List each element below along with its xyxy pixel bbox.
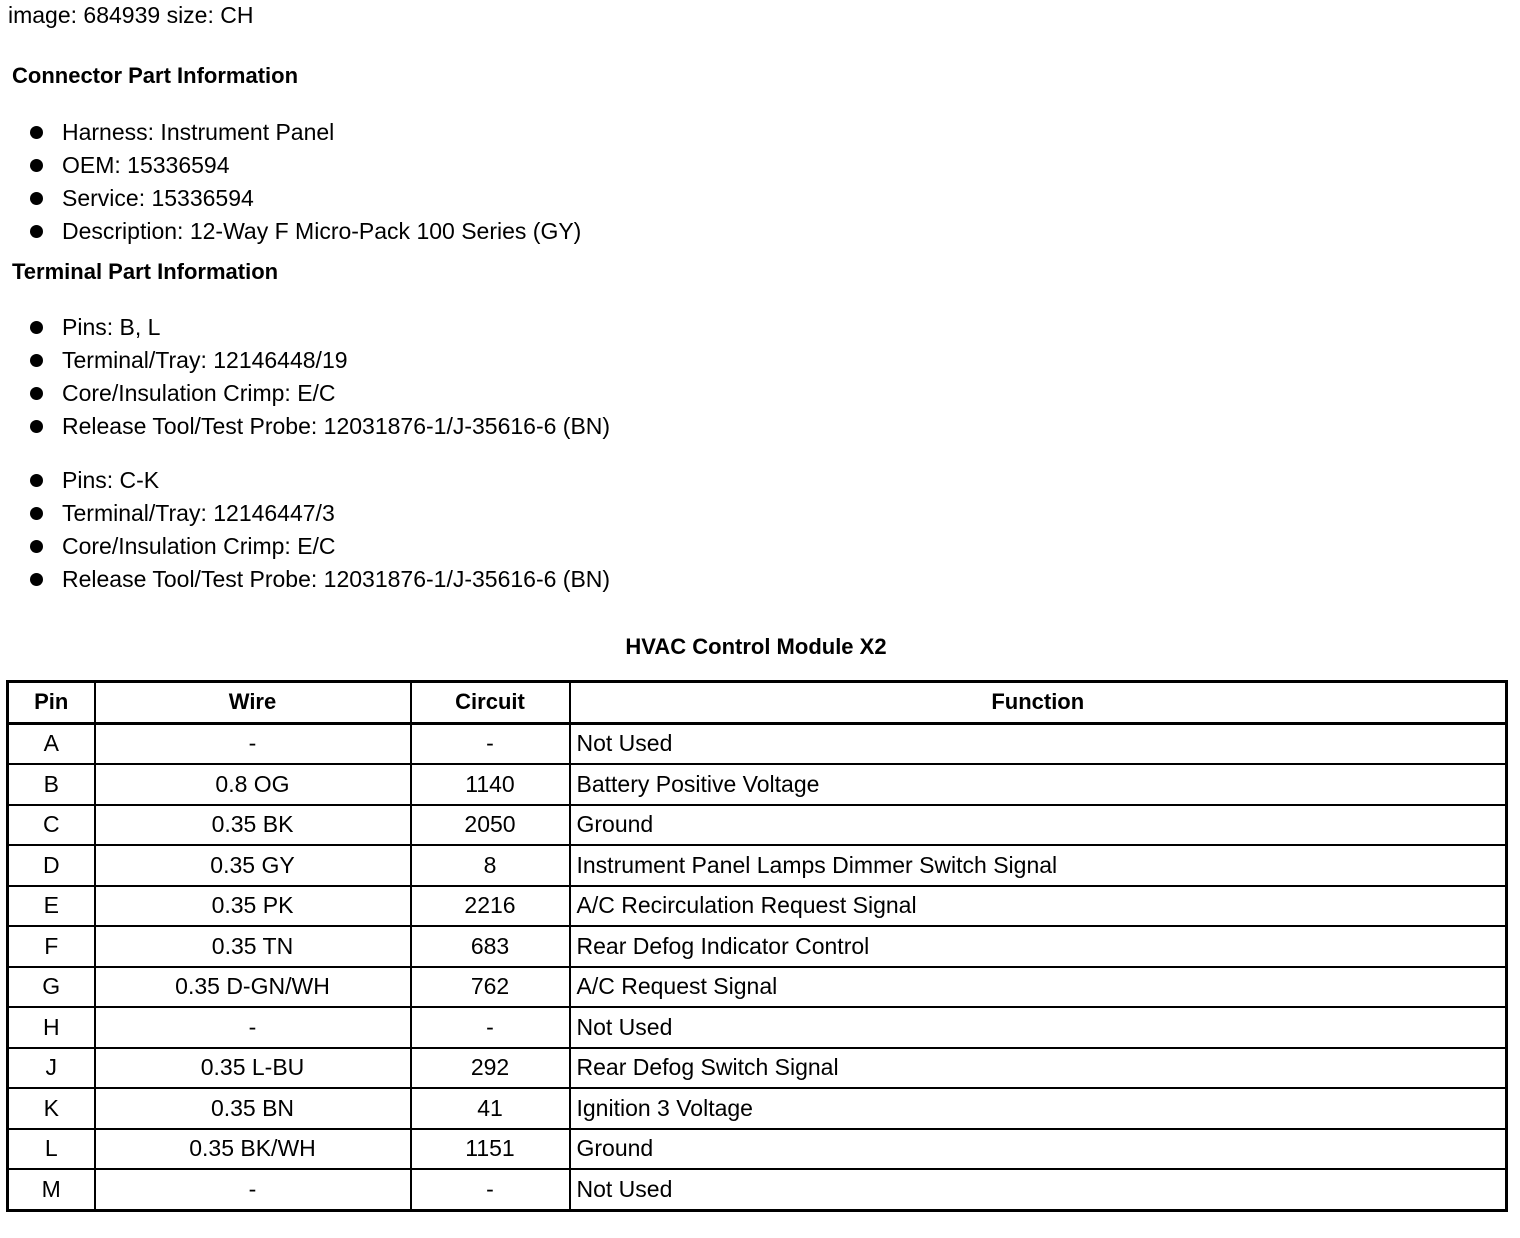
circuit-cell: 1140: [411, 764, 570, 805]
function-cell: Instrument Panel Lamps Dimmer Switch Signal: [570, 845, 1507, 886]
wire-cell: 0.35 GY: [95, 845, 411, 886]
function-cell: Ground: [570, 805, 1507, 846]
wire-cell: 0.35 BK/WH: [95, 1129, 411, 1170]
column-header-function: Function: [570, 682, 1507, 724]
bullet-icon: [30, 354, 43, 367]
wire-cell: -: [95, 1169, 411, 1210]
pinout-table: [6, 680, 1508, 1212]
pin-cell: K: [8, 1088, 95, 1129]
list-item: Terminal/Tray: 12146448/19: [0, 344, 610, 377]
list-item: Core/Insulation Crimp: E/C: [0, 377, 610, 410]
wire-cell: 0.35 BN: [95, 1088, 411, 1129]
function-cell: Not Used: [570, 1007, 1507, 1048]
list-item: Terminal/Tray: 12146447/3: [0, 497, 610, 530]
function-cell: Not Used: [570, 1169, 1507, 1210]
circuit-cell: 8: [411, 845, 570, 886]
list-item: OEM: 15336594: [0, 149, 581, 182]
pin-cell: L: [8, 1129, 95, 1170]
wire-cell: 0.35 L-BU: [95, 1048, 411, 1089]
table-row: [8, 805, 1507, 846]
function-cell: A/C Recirculation Request Signal: [570, 886, 1507, 927]
list-item: Release Tool/Test Probe: 12031876-1/J-35616-6 (BN): [0, 410, 610, 443]
column-header-wire: Wire: [95, 682, 411, 724]
pin-cell: F: [8, 926, 95, 967]
bullet-icon: [30, 540, 43, 553]
circuit-cell: 292: [411, 1048, 570, 1089]
circuit-cell: 762: [411, 967, 570, 1008]
table-header-row: [8, 682, 1507, 724]
pin-cell: M: [8, 1169, 95, 1210]
table-row: [8, 764, 1507, 805]
function-cell: Battery Positive Voltage: [570, 764, 1507, 805]
bullet-icon: [30, 192, 43, 205]
connector-section-title: Connector Part Information: [12, 63, 299, 88]
circuit-cell: 2216: [411, 886, 570, 927]
circuit-cell: 1151: [411, 1129, 570, 1170]
table-row: [8, 845, 1507, 886]
bullet-icon: [30, 474, 43, 487]
function-cell: Rear Defog Switch Signal: [570, 1048, 1507, 1089]
bullet-icon: [30, 126, 43, 139]
terminal-section-title: Terminal Part Information: [12, 259, 279, 284]
list-item: Pins: C-K: [0, 464, 610, 497]
bullet-icon: [30, 321, 43, 334]
bullet-icon: [30, 420, 43, 433]
list-item: Harness: Instrument Panel: [0, 116, 581, 149]
wire-cell: 0.8 OG: [95, 764, 411, 805]
circuit-cell: 41: [411, 1088, 570, 1129]
connector-info-list: [0, 116, 581, 248]
table-row: [8, 1169, 1507, 1210]
circuit-cell: -: [411, 723, 570, 764]
table-row: [8, 1048, 1507, 1089]
bullet-icon: [30, 573, 43, 586]
list-item: Release Tool/Test Probe: 12031876-1/J-35616-6 (BN): [0, 563, 610, 596]
list-item: Service: 15336594: [0, 182, 581, 215]
table-row: [8, 1007, 1507, 1048]
table-row: [8, 1129, 1507, 1170]
pin-cell: E: [8, 886, 95, 927]
table-row: [8, 967, 1507, 1008]
circuit-cell: -: [411, 1169, 570, 1210]
image-header: image: 684939 size: CH: [8, 2, 254, 28]
circuit-cell: 2050: [411, 805, 570, 846]
pin-cell: A: [8, 723, 95, 764]
table-row: [8, 1088, 1507, 1129]
list-item: Core/Insulation Crimp: E/C: [0, 530, 610, 563]
circuit-cell: 683: [411, 926, 570, 967]
column-header-pin: Pin: [8, 682, 95, 724]
column-header-circuit: Circuit: [411, 682, 570, 724]
pin-cell: C: [8, 805, 95, 846]
bullet-icon: [30, 225, 43, 238]
function-cell: A/C Request Signal: [570, 967, 1507, 1008]
table-row: [8, 926, 1507, 967]
wire-cell: 0.35 BK: [95, 805, 411, 846]
bullet-icon: [30, 507, 43, 520]
wire-cell: -: [95, 723, 411, 764]
table-title: HVAC Control Module X2: [625, 634, 887, 659]
function-cell: Ignition 3 Voltage: [570, 1088, 1507, 1129]
pin-cell: B: [8, 764, 95, 805]
wire-cell: 0.35 D-GN/WH: [95, 967, 411, 1008]
terminal-info-list-1: [0, 311, 610, 443]
bullet-icon: [30, 159, 43, 172]
function-cell: Ground: [570, 1129, 1507, 1170]
circuit-cell: -: [411, 1007, 570, 1048]
function-cell: Rear Defog Indicator Control: [570, 926, 1507, 967]
wire-cell: 0.35 PK: [95, 886, 411, 927]
pin-cell: J: [8, 1048, 95, 1089]
list-item: Description: 12-Way F Micro-Pack 100 Series (GY): [0, 215, 581, 248]
table-row: [8, 723, 1507, 764]
terminal-info-list-2: [0, 464, 610, 596]
table-row: [8, 886, 1507, 927]
pin-cell: H: [8, 1007, 95, 1048]
list-item: Pins: B, L: [0, 311, 610, 344]
wire-cell: -: [95, 1007, 411, 1048]
pin-cell: G: [8, 967, 95, 1008]
bullet-icon: [30, 387, 43, 400]
wire-cell: 0.35 TN: [95, 926, 411, 967]
pin-cell: D: [8, 845, 95, 886]
function-cell: Not Used: [570, 723, 1507, 764]
